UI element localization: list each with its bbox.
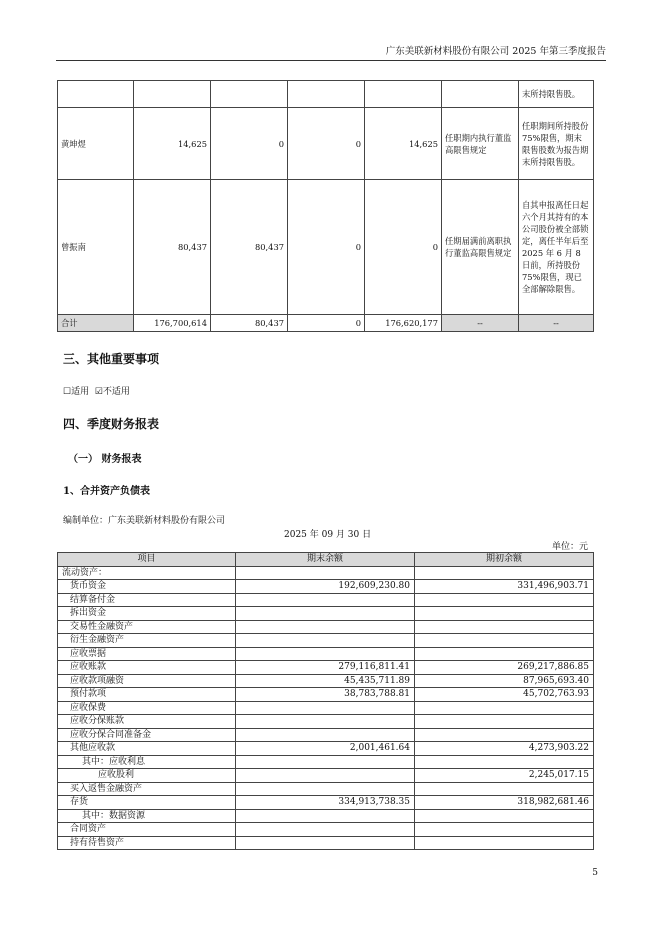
page-header bbox=[56, 44, 606, 61]
table-row bbox=[58, 755, 594, 769]
currency-unit: 单位：元 bbox=[551, 542, 588, 552]
table-row bbox=[58, 661, 594, 675]
begin-balance bbox=[415, 620, 594, 634]
table-row bbox=[58, 823, 594, 837]
added-shares: 0 bbox=[288, 180, 365, 315]
table-row bbox=[58, 593, 594, 607]
end-balance bbox=[236, 647, 415, 661]
end-balance bbox=[236, 836, 415, 850]
row-item: 预付款项 bbox=[58, 688, 236, 702]
begin-balance: 2,245,017.15 bbox=[415, 769, 594, 783]
restricted-shares-table bbox=[57, 80, 594, 332]
table-row bbox=[58, 180, 594, 315]
end-balance bbox=[236, 823, 415, 837]
added-shares: 0 bbox=[288, 108, 365, 180]
table-row bbox=[58, 108, 594, 180]
begin-balance bbox=[415, 647, 594, 661]
released-shares: 80,437 bbox=[211, 180, 288, 315]
table-row bbox=[58, 728, 594, 742]
begin-balance bbox=[415, 782, 594, 796]
restriction-reason: 任期届满前离职执行董监高限售规定 bbox=[442, 180, 519, 315]
table-row bbox=[58, 715, 594, 729]
row-item: 应收保费 bbox=[58, 701, 236, 715]
begin-shares: 14,625 bbox=[134, 108, 211, 180]
begin-balance bbox=[415, 809, 594, 823]
row-item: 应收票据 bbox=[58, 647, 236, 661]
row-item: 应收股利 bbox=[58, 769, 236, 783]
begin-balance bbox=[415, 607, 594, 621]
row-item: 应收分保账款 bbox=[58, 715, 236, 729]
page-number: 5 bbox=[592, 868, 598, 878]
section-3-title: 三、其他重要事项 bbox=[63, 352, 160, 366]
subsection-financial-statements: （一） 财务报表 bbox=[68, 454, 142, 465]
begin-balance: 4,273,903.22 bbox=[415, 742, 594, 756]
begin-balance bbox=[415, 634, 594, 648]
begin-balance bbox=[415, 823, 594, 837]
row-item: 货币资金 bbox=[58, 580, 236, 594]
begin-balance bbox=[415, 566, 594, 580]
end-balance bbox=[236, 728, 415, 742]
option-not-applicable: 不适用 bbox=[102, 387, 130, 397]
total-row bbox=[58, 315, 594, 332]
row-item: 应收分保合同准备金 bbox=[58, 728, 236, 742]
total-label: 合计 bbox=[58, 315, 134, 332]
total-begin: 176,700,614 bbox=[134, 315, 211, 332]
begin-balance bbox=[415, 701, 594, 715]
end-balance: 279,116,811.41 bbox=[236, 661, 415, 675]
begin-balance: 269,217,886.85 bbox=[415, 661, 594, 675]
report-title: 广东美联新材料股份有限公司 2025 年第三季度报告 bbox=[385, 46, 606, 57]
row-item: 应收款项融资 bbox=[58, 674, 236, 688]
end-balance bbox=[236, 715, 415, 729]
end-balance bbox=[236, 607, 415, 621]
row-item: 买入返售金融资产 bbox=[58, 782, 236, 796]
balance-sheet-table bbox=[57, 552, 594, 850]
restriction-reason: 任职期内执行董监高限售规定 bbox=[442, 108, 519, 180]
table-row bbox=[58, 607, 594, 621]
begin-balance: 318,982,681.46 bbox=[415, 796, 594, 810]
table-row bbox=[58, 674, 594, 688]
row-item: 拆出资金 bbox=[58, 607, 236, 621]
table-row bbox=[58, 782, 594, 796]
begin-balance bbox=[415, 593, 594, 607]
preparing-entity: 编制单位：广东美联新材料股份有限公司 bbox=[63, 516, 226, 526]
end-balance: 38,783,788.81 bbox=[236, 688, 415, 702]
total-end: 176,620,177 bbox=[365, 315, 442, 332]
table-row bbox=[58, 809, 594, 823]
table-row bbox=[58, 688, 594, 702]
end-balance bbox=[236, 634, 415, 648]
begin-balance bbox=[415, 715, 594, 729]
row-item: 衍生金融资产 bbox=[58, 634, 236, 648]
row-item: 交易性金融资产 bbox=[58, 620, 236, 634]
begin-balance bbox=[415, 836, 594, 850]
begin-balance bbox=[415, 728, 594, 742]
end-balance bbox=[236, 769, 415, 783]
release-date-cell: 自其申报离任日起六个月其持有的本公司股份被全部锁定，离任半年后至 2025 年 6 月 8 日前，所持股份 75%限售，现已全部解除限售。 bbox=[519, 180, 594, 315]
row-item: 应收账款 bbox=[58, 661, 236, 675]
end-balance bbox=[236, 566, 415, 580]
total-added: 0 bbox=[288, 315, 365, 332]
begin-balance: 331,496,903.71 bbox=[415, 580, 594, 594]
end-balance bbox=[236, 782, 415, 796]
released-shares: 0 bbox=[211, 108, 288, 180]
subsection-balance-sheet: 1、合并资产负债表 bbox=[63, 486, 150, 497]
applicability-options bbox=[63, 384, 130, 397]
unchecked-box-icon: ☐ bbox=[63, 387, 72, 397]
table-row bbox=[58, 769, 594, 783]
table-row bbox=[58, 742, 594, 756]
end-balance bbox=[236, 809, 415, 823]
row-item: 结算备付金 bbox=[58, 593, 236, 607]
header-begin-balance: 期初余额 bbox=[415, 553, 594, 567]
table-row bbox=[58, 620, 594, 634]
begin-shares: 80,437 bbox=[134, 180, 211, 315]
release-date-cell: 末所持限售股。 bbox=[519, 81, 594, 108]
table-row bbox=[58, 796, 594, 810]
end-balance: 2,001,461.64 bbox=[236, 742, 415, 756]
end-balance bbox=[236, 701, 415, 715]
table-row bbox=[58, 81, 594, 108]
end-balance bbox=[236, 593, 415, 607]
row-item: 流动资产： bbox=[58, 566, 236, 580]
row-item: 存货 bbox=[58, 796, 236, 810]
end-shares: 14,625 bbox=[365, 108, 442, 180]
row-item: 其中：数据资源 bbox=[58, 809, 236, 823]
header-item: 项目 bbox=[58, 553, 236, 567]
total-release-date: -- bbox=[519, 315, 594, 332]
table-header-row bbox=[58, 553, 594, 567]
row-item: 其中：应收利息 bbox=[58, 755, 236, 769]
end-balance: 334,913,738.35 bbox=[236, 796, 415, 810]
checked-box-icon: ☑ bbox=[94, 387, 103, 397]
table-row bbox=[58, 701, 594, 715]
table-row bbox=[58, 580, 594, 594]
end-balance: 192,609,230.80 bbox=[236, 580, 415, 594]
end-shares: 0 bbox=[365, 180, 442, 315]
header-end-balance: 期末余额 bbox=[236, 553, 415, 567]
release-date-cell: 任职期间所持股份 75%限售，期末限售股数为报告期末所持限售股。 bbox=[519, 108, 594, 180]
row-item: 其他应收款 bbox=[58, 742, 236, 756]
end-balance bbox=[236, 755, 415, 769]
shareholder-name: 曾振南 bbox=[58, 180, 134, 315]
table-row bbox=[58, 836, 594, 850]
end-balance bbox=[236, 620, 415, 634]
row-item: 合同资产 bbox=[58, 823, 236, 837]
total-released: 80,437 bbox=[211, 315, 288, 332]
table-row bbox=[58, 634, 594, 648]
begin-balance: 45,702,763.93 bbox=[415, 688, 594, 702]
begin-balance: 87,965,693.40 bbox=[415, 674, 594, 688]
end-balance: 45,435,711.89 bbox=[236, 674, 415, 688]
report-date: 2025 年 09 月 30 日 bbox=[284, 530, 372, 540]
shareholder-name: 黄坤煜 bbox=[58, 108, 134, 180]
option-applicable: 适用 bbox=[71, 387, 90, 397]
section-4-title: 四、季度财务报表 bbox=[63, 417, 160, 431]
begin-balance bbox=[415, 755, 594, 769]
total-reason: -- bbox=[442, 315, 519, 332]
table-row bbox=[58, 566, 594, 580]
row-item: 持有待售资产 bbox=[58, 836, 236, 850]
table-row bbox=[58, 647, 594, 661]
